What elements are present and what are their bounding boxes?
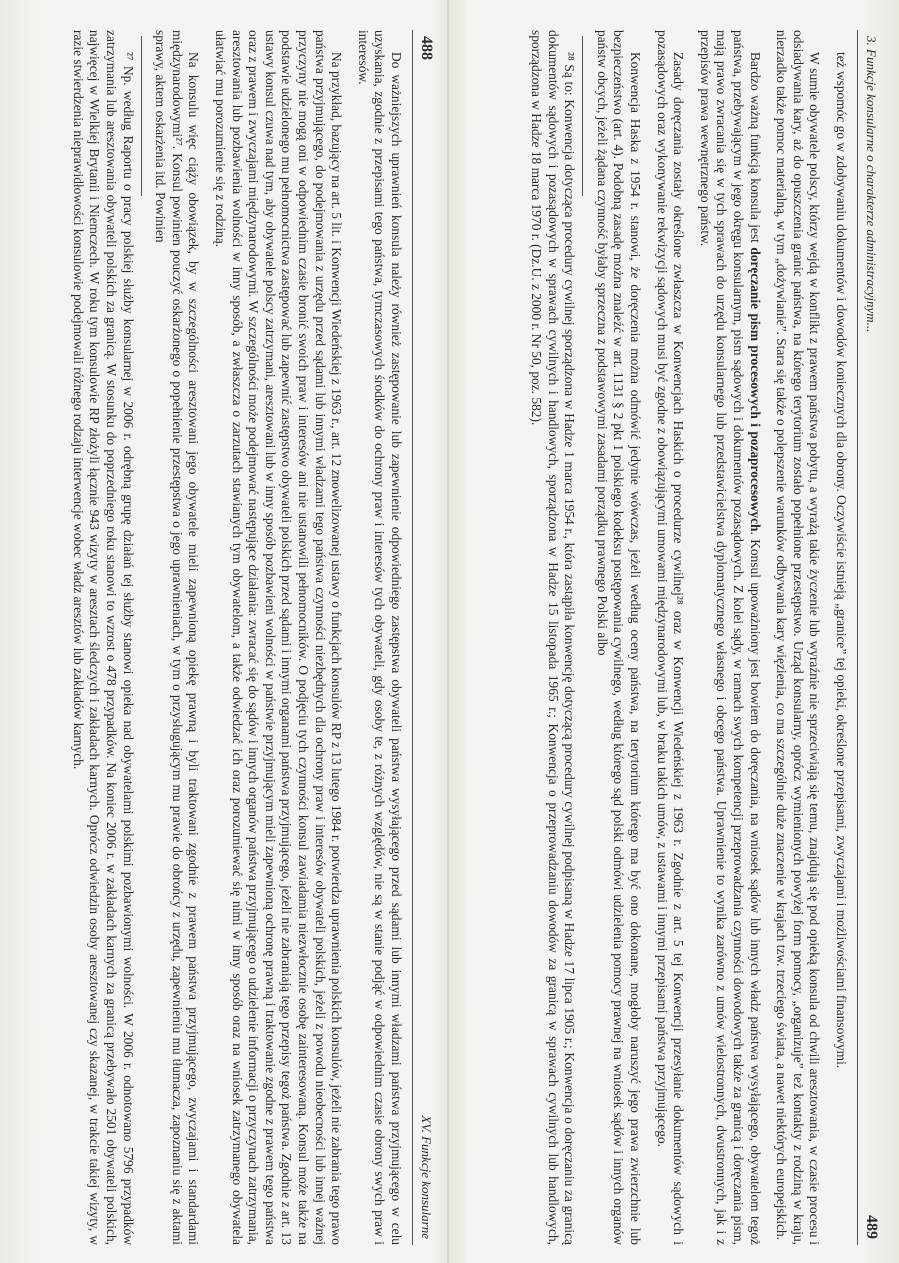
footnote: ²⁸ Są to: Konwencja dotycząca procedury cywilnej sporządzona w Hadze 1 marca 1954 r., która zastąpiła konwencję dotyczącą procedury cywilnej podpisaną w Hadze 17 lipca 1905 r.; Konwencja o doręczaniu za granicą dokumentów sądowych i pozasądowych w sprawach cywilnych i handlowych, sporządzona w Hadze 15 listopada 1965 r.; Konwencja o przeprowadzaniu dowodów za granicą w sprawach cywilnych lub handlowych, sporządzona w Hadze 18 marca 1970 r. (Dz.U. z 2000 r. Nr 50, poz. 582). [529, 30, 578, 1245]
page-number: 489 [863, 1215, 880, 1239]
right-page-body [528, 30, 850, 1245]
paragraph: Zasady doręczania zostały określone zwłaszcza w Konwencjach Haskich o procedurze cywilnej²⁸ oraz w Konwencji Wiedeńskiej z 1963 r. Zgodnie z art. 5 tej Konwencji przesyłanie dokumentów sądowych i pozasądowych oraz wykonywanie rekwizycji sądowych musi być zgodne z obowiązującymi umowami międzynarodowymi lub, w braku takich umów, z ustawami i innymi przepisami państwa przyjmującego. [654, 30, 687, 1245]
bold-phrase: doręczanie pism procesowych i pozaprocesowych [747, 247, 763, 532]
page-number: 488 [418, 36, 435, 60]
right-page-header [857, 30, 880, 1245]
paragraph: Bardzo ważną funkcją konsula jest doręczanie pism procesowych i pozaprocesowych. Konsul upoważniony jest bowiem do doręczania, na wniosek sądów lub innych władz państwa wysyłającego, obywatelom tegoż państwa, przebywającym w jego okręgu konsularnym, pism sądowych i dokumentów pozasądowych. Z kolei sądy, w ramach swych kompetencji przeprowadzania czynności dowodowych także za granicą i doręczania pism, mają prawo zwracania się w tych sprawach do urzędu konsularnego lub przedstawicielstwa dyplomatycznego własnego i obcego państwa. Uprawnienie to wynika zarówno z umów wielostronnych, dwustronnych, jak i z przepisów prawa wewnętrznego państw. [697, 30, 763, 1245]
right-page [478, 30, 880, 1245]
running-header: 3. Funkcje konsularne o charakterze administracyjnym... [864, 36, 879, 333]
book-spine [447, 0, 449, 1263]
left-page-header [412, 30, 435, 1245]
footnote-rule [582, 36, 583, 196]
paragraph: Konwencja Haska z 1954 r. stanowi, że doręczenia można odmówić jedynie wówczas, jeżeli według oceny państwa, na terytorium którego ma być ono dokonane, mogłoby naruszyć jego prawa zwierzchnie lub bezpieczeństwo (art. 4). Podobną zasadę można znaleźć w art. 1131 § 2 pkt 1 polskiego kodeksu postępowania cywilnego, według którego sąd polski odmówi udzielenia pomocy prawnej na wniosek sądów i innych organów państw obcych, jeżeli żądana czynność byłaby sprzeczna z podstawowymi zasadami porządku prawnego Polski albo [594, 30, 644, 1245]
running-header: XV. Funkcje konsularne [419, 1115, 434, 1239]
paragraph: W sumie obywatele polscy, którzy wejdą w konflikt z prawem państwa pobytu, a wyrażą takie życzenie lub wyraźnie nie sprzeciwiają się temu, znajdują się pod opieką konsula od chwili aresztowania, w czasie procesu i odsiadywania kary, aż do opuszczenia granic państwa, na którego terytorium zostało popełnione przestępstwo. Urząd konsularny, oprócz wymienionych powyżej form pomocy, „organizuje” też kontakty z rodziną w kraju, nierzadko także pomoc materialną, w tym „dożywianie”. Stara się także o polepszenie warunków odbywania kary więzienia, co ma szczególnie duże znaczenie w krajach tzw. trzeciego świata, a nawet niektórych europejskich. [774, 30, 823, 1245]
footnote-rule [141, 36, 142, 196]
paragraph: Do ważniejszych uprawnień konsula należy również zastępowanie lub zapewnienie odpowiedniego zastępstwa obywateli państwa wysyłającego przed sądami lub innymi władzami państwa przyjmującego w celu uzyskania, zgodnie z przepisami tego państwa, tymczasowych środków do ochrony praw i interesów tych obywateli, gdy osoby te, z różnych względów, nie są w stanie podjąć w odpowiednim czasie obrony swych praw i interesów. [355, 30, 404, 1245]
footnote: ²⁷ Np. według Raportu o pracy polskiej służby konsularnej w 2006 r. odrębną grupę działań tej służby stanowi opieka nad obywatelami polskimi pozbawionymi wolności. W 2006 r. odnotowano 5796 przypadków zatrzymania lub aresztowania obywateli polskich za granicą. W stosunku do poprzedniego roku stanowi to wzrost o 478 przypadków. Na koniec 2006 r. w zakładach karnych za granicą przebywało 2501 obywateli polskich, najwięcej w Wielkiej Brytanii i Niemczech. W roku tym konsulowie RP złożyli łącznie 943 wizyty w aresztach śledczych i zakładach karnych. Oprócz odwiedzin osoby aresztowanej czy skazanej, w trakcie takiej wizyty, w razie stwierdzenia nieprawidłowości konsulowie podejmowali różnego rodzaju interwencje wobec władz aresztów lub zakładów karnych. [70, 30, 136, 1245]
left-page-body [69, 30, 404, 1245]
paragraph: Na przykład, bazujący na art. 5 lit. i Konwencji Wiedeńskiej z 1963 r., art. 12 znowelizowanej ustawy o funkcjach konsulów RP z 13 lutego 1984 r. potwierdza uprawnienia polskich konsulów, jeżeli nie zabrania tego prawo państwa przyjmującego, do podejmowania z urzędu przed sądami lub innymi władzami tego państwa czynności niezbędnych dla ochrony praw i interesów obywateli polskich, jeżeli z powodu nieobecności lub innej ważnej przyczyny nie mogą oni w odpowiednim czasie bronić swoich praw i interesów ani nie ustanowili pełnomocników. O podjęciu tych czynności konsul zawiadamia niezwłocznie osobę zainteresowaną. Konsul może także na podstawie udzielonego mu pełnomocnictwa zastępować lub zapewnić zastępstwo obywateli polskich przed sądami i innymi organami państwa przyjmującego, jeżeli nie zabraniają tego przepisy tegoż państwa. Zgodnie z art. 13 ustawy konsul czuwa nad tym, aby obywatele polscy zatrzymani, aresztowani lub w inny sposób pozbawieni wolności w państwie przyjmującym mieli zapewnioną ochronę prawną i traktowanie zgodne z prawem tego państwa oraz z prawem i zwyczajami międzynarodowymi. W szczególności może podejmować następujące działania: zwracać się do sądów i innych organów państwa przyjmującego o udzielenie informacji o przyczynach zatrzymania, aresztowania lub pozbawienia wolności w inny sposób, a zwłaszcza o zarzutach stawianych tym obywatelom, a także odwiedzać ich oraz porozumiewać się nimi w inny sposób oraz na wniosek zatrzymanego obywatela ułatwiać mu porozumienie się z rodziną. [213, 30, 345, 1245]
left-page [40, 30, 435, 1245]
paragraph: też wspomóc go w zdobywaniu dokumentów i dowodów koniecznych dla obrony. Oczywiście istnieją „granice” tej opieki, określone przepisami, zwyczajami i możliwościami finansowymi. [834, 52, 849, 1069]
paragraph: Na konsulu więc ciąży obowiązek, by w szczególności aresztowani jego obywatele mieli zapewnioną opiekę prawną i byli traktowani zgodnie z prawem państwa przyjmującego, zwyczajami i standardami międzynarodowymi²⁷. Konsul powinien pouczyć oskarżonego o popełnienie przestępstwa o jego uprawnieniach, w tym o przysługującym mu prawie do obrońcy z urzędu, zapewnieniu mu tłumacza, zapoznaniu się z aktami sprawy, aktem oskarżenia itd. Powinien [153, 30, 202, 1245]
